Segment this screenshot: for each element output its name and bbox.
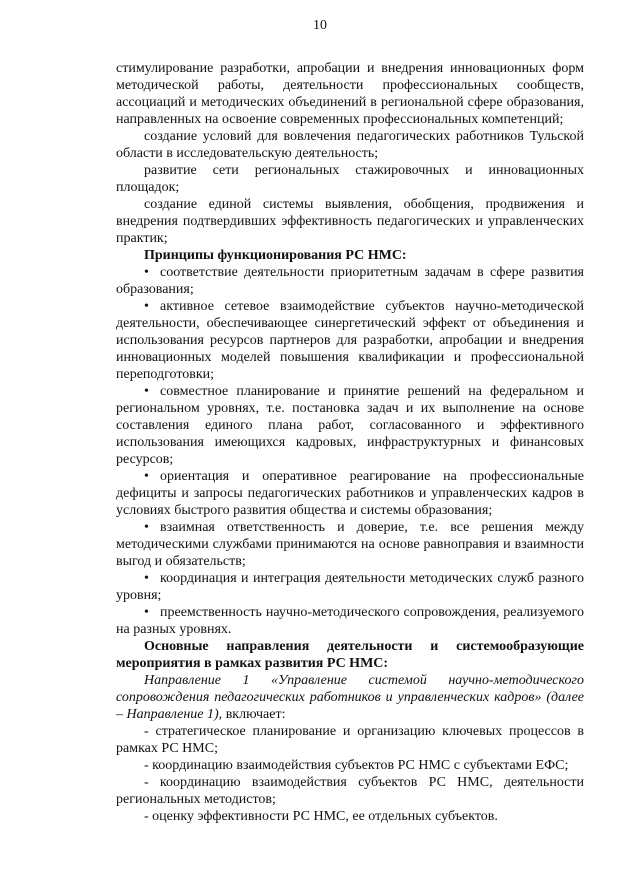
principle-text: совместное планирование и принятие решений на федеральном и региональном уровнях, т.е. постановка задач и их выполнение на основе составления единого плана работ, согласованного и эффективного использования имеющихся кадровых, инфраструктурных и финансовых ресурсов;: [116, 384, 584, 467]
directions-heading: Основные направления деятельности и системообразующие мероприятия в рамках развития РС НМС:: [116, 639, 584, 671]
direction-item: - оценку эффективности РС НМС, ее отдельных субъектов.: [144, 809, 498, 824]
principle-text: преемственность научно-методического сопровождения, реализуемого на разных уровнях.: [116, 605, 584, 637]
principle-text: активное сетевое взаимодействие субъектов научно-методической деятельности, обеспечивающее синергетический эффект от объединения и использования ресурсов партнеров для разработки, апробации и внедрения инновационных моделей повышения квалификации и профессиональной переподготовки;: [116, 299, 584, 382]
principle-item: [116, 264, 584, 298]
paragraph: стимулирование разработки, апробации и внедрения инновационных форм методической работы, деятельности профессиональных сообществ, ассоциаций и методических объединений в региональной сфере образования, направленных на освоение современных профессиональных компетенций;: [116, 61, 584, 127]
principle-item: [116, 468, 584, 519]
paragraph: развитие сети региональных стажировочных и инновационных площадок;: [116, 163, 584, 195]
direction-1-intro: [116, 672, 584, 723]
principles-heading: Принципы функционирования РС НМС:: [144, 248, 407, 263]
bullet-icon: •: [144, 469, 149, 484]
principle-text: соответствие деятельности приоритетным задачам в сфере развития образования;: [116, 265, 584, 297]
bullet-icon: •: [144, 605, 149, 620]
principle-item: [116, 298, 584, 383]
direction-1-title: Направление 1 «Управление системой научно-методического сопровождения педагогических работников и управленческих кадров» (далее – Направление 1),: [116, 673, 584, 722]
bullet-icon: •: [144, 299, 149, 314]
principle-item: [116, 519, 584, 570]
direction-1-tail: включает:: [222, 707, 286, 722]
direction-item: - координацию взаимодействия субъектов РС НМС с субъектами ЕФС;: [144, 758, 569, 773]
principle-text: координация и интеграция деятельности методических служб разного уровня;: [116, 571, 584, 603]
principle-text: ориентация и оперативное реагирование на профессиональные дефициты и запросы педагогических работников и управленческих кадров в условиях быстрого развития общества и системы образования;: [116, 469, 584, 518]
document-body: [116, 60, 584, 825]
paragraph: создание единой системы выявления, обобщения, продвижения и внедрения подтвердивших эффективность педагогических и управленческих практик;: [116, 197, 584, 246]
principle-item: [116, 570, 584, 604]
principle-item: [116, 604, 584, 638]
direction-item: - координацию взаимодействия субъектов РС НМС, деятельности региональных методистов;: [116, 775, 584, 807]
paragraph: создание условий для вовлечения педагогических работников Тульской области в исследовательскую деятельность;: [116, 129, 584, 161]
page-number: 10: [313, 18, 327, 33]
direction-item: - стратегическое планирование и организацию ключевых процессов в рамках РС НМС;: [116, 724, 584, 756]
bullet-icon: •: [144, 384, 149, 399]
bullet-icon: •: [144, 571, 149, 586]
principle-text: взаимная ответственность и доверие, т.е. все решения между методическими службами принимаются на основе равноправия и взаимности выгод и обязательств;: [116, 520, 584, 569]
bullet-icon: •: [144, 520, 149, 535]
principle-item: [116, 383, 584, 468]
bullet-icon: •: [144, 265, 149, 280]
